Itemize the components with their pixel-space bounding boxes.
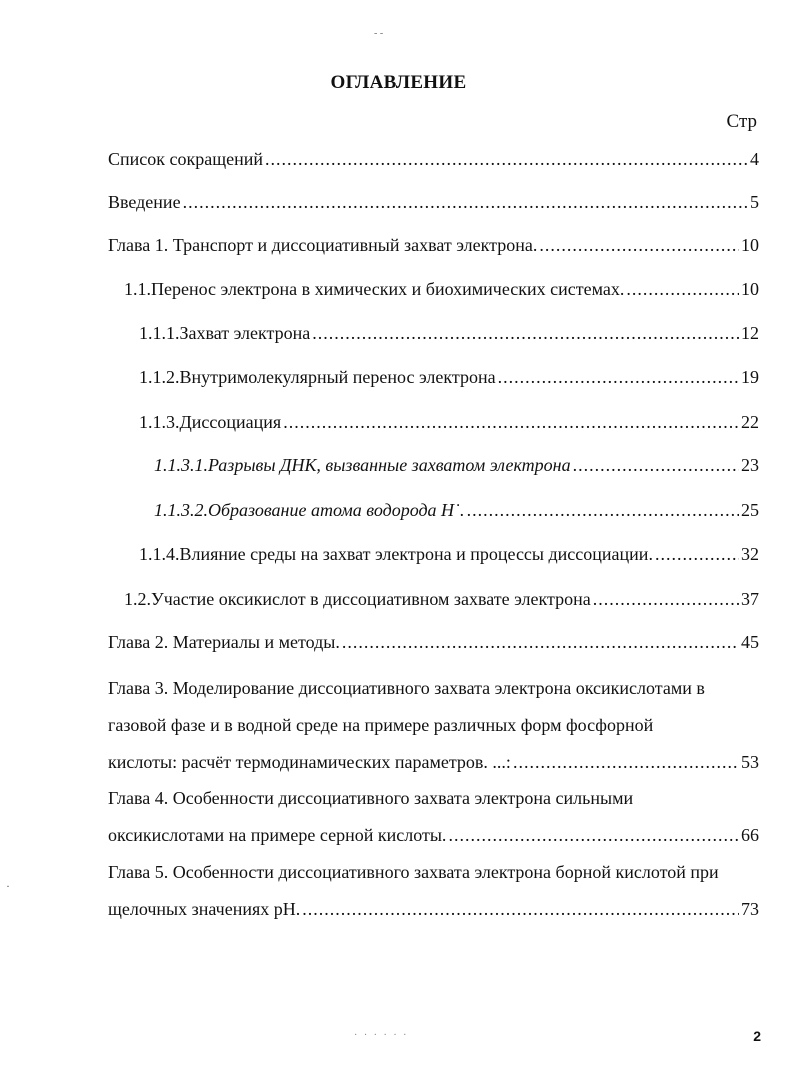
toc-entry-line: кислоты: расчёт термодинамических параметров. ...: <box>108 752 511 772</box>
toc-entry-page: 10 <box>741 279 759 299</box>
toc-entry-text: Участие оксикислот в диссоциативном захвате электрона <box>151 589 591 609</box>
toc-entry-number: 1.1. <box>124 279 151 299</box>
toc-leader <box>655 544 739 565</box>
toc-entry-line: Глава 5. Особенности диссоциативного захвата электрона борной кислотой при <box>108 862 719 882</box>
toc-leader <box>283 412 739 433</box>
toc-entry-1-1-2[interactable] <box>0 367 797 391</box>
page-column-label: Стр <box>726 111 757 132</box>
toc-entry-text: Влияние среды на захват электрона и процессы диссоциации. <box>179 544 653 564</box>
toc-entry-number: 1.2. <box>124 589 151 609</box>
toc-entry-line: Глава 3. Моделирование диссоциативного захвата электрона оксикислотами в <box>108 678 705 698</box>
toc-entry-page: 5 <box>750 192 759 212</box>
toc-leader <box>265 149 748 170</box>
toc-entry-text: Разрывы ДНК, вызванные захватом электрона <box>208 455 571 475</box>
page-title: ОГЛАВЛЕНИЕ <box>330 72 467 93</box>
margin-mark: · <box>6 879 10 893</box>
toc-entry-page: 37 <box>741 589 759 609</box>
toc-entry-chapter-5[interactable] <box>108 854 759 928</box>
toc-leader <box>593 589 739 610</box>
toc-entry-text: Образование атома водорода H˙. <box>208 500 465 520</box>
toc-entry-page: 10 <box>741 235 759 255</box>
toc-entry-1-1[interactable] <box>0 279 797 303</box>
toc-entry-introduction[interactable] <box>0 192 797 216</box>
toc-entry-text: Введение <box>108 192 181 212</box>
toc-entry-chapter-2[interactable] <box>0 632 797 656</box>
toc-leader <box>448 817 739 854</box>
toc-leader <box>498 367 739 388</box>
toc-entry-page: 12 <box>741 323 759 343</box>
toc-entry-1-1-3[interactable] <box>0 412 797 436</box>
toc-entry-page: 19 <box>741 367 759 387</box>
toc-entry-1-1-3-2[interactable] <box>0 500 797 524</box>
toc-entry-1-1-4[interactable] <box>0 544 797 568</box>
toc-entry-abbreviations[interactable] <box>0 149 797 173</box>
toc-leader <box>626 279 739 300</box>
toc-entry-line: газовой фазе и в водной среде на примере различных форм фосфорной <box>108 715 654 735</box>
toc-entry-1-1-3-1[interactable] <box>0 455 797 479</box>
toc-leader <box>513 744 739 781</box>
toc-entry-number: 1.1.3.2. <box>154 500 208 520</box>
page-number: 2 <box>753 1028 761 1044</box>
toc-entry-page: 25 <box>741 500 759 520</box>
toc-entry-chapter-4[interactable] <box>108 780 759 854</box>
toc-leader <box>302 891 739 928</box>
toc-entry-page: 23 <box>741 455 759 475</box>
toc-entry-1-1-1[interactable] <box>0 323 797 347</box>
toc-entry-text: Глава 2. Материалы и методы. <box>108 632 340 652</box>
toc-entry-chapter-1[interactable] <box>0 235 797 259</box>
toc-entry-text: Перенос электрона в химических и биохимических системах. <box>151 279 625 299</box>
toc-entry-chapter-3[interactable] <box>108 670 759 781</box>
toc-leader <box>342 632 739 653</box>
toc-entry-number: 1.1.3. <box>139 412 180 432</box>
toc-entry-page: 22 <box>741 412 759 432</box>
toc-entry-text: Внутримолекулярный перенос электрона <box>179 367 496 387</box>
toc-entry-page: 73 <box>741 899 759 919</box>
toc-entry-page: 32 <box>741 544 759 564</box>
toc-entry-page: 53 <box>741 752 759 772</box>
toc-leader <box>573 455 739 476</box>
toc-entry-page: 66 <box>741 825 759 845</box>
toc-entry-text: Глава 1. Транспорт и диссоциативный захват электрона. <box>108 235 538 255</box>
toc-leader <box>539 235 739 256</box>
toc-entry-page: 45 <box>741 632 759 652</box>
toc-entry-line: Глава 4. Особенности диссоциативного захвата электрона сильными <box>108 788 634 808</box>
toc-entry-number: 1.1.1. <box>139 323 180 343</box>
toc-leader <box>183 192 748 213</box>
footer-scan-noise: · · · · · · <box>354 1030 409 1041</box>
toc-entry-line: оксикислотами на примере серной кислоты. <box>108 825 447 845</box>
toc-leader <box>467 500 739 521</box>
toc-entry-1-2[interactable] <box>0 589 797 613</box>
toc-entry-text: Список сокращений <box>108 149 263 169</box>
toc-entry-page: 4 <box>750 149 759 169</box>
toc-entry-text: Захват электрона <box>179 323 311 343</box>
toc-entry-line: щелочных значениях pH. <box>108 899 301 919</box>
toc-entry-text: Диссоциация <box>179 412 282 432</box>
toc-entry-number: 1.1.2. <box>139 367 180 387</box>
toc-entry-number: 1.1.3.1. <box>154 455 208 475</box>
toc-entry-number: 1.1.4. <box>139 544 180 564</box>
toc-leader <box>312 323 739 344</box>
top-mark: - - <box>374 28 384 39</box>
